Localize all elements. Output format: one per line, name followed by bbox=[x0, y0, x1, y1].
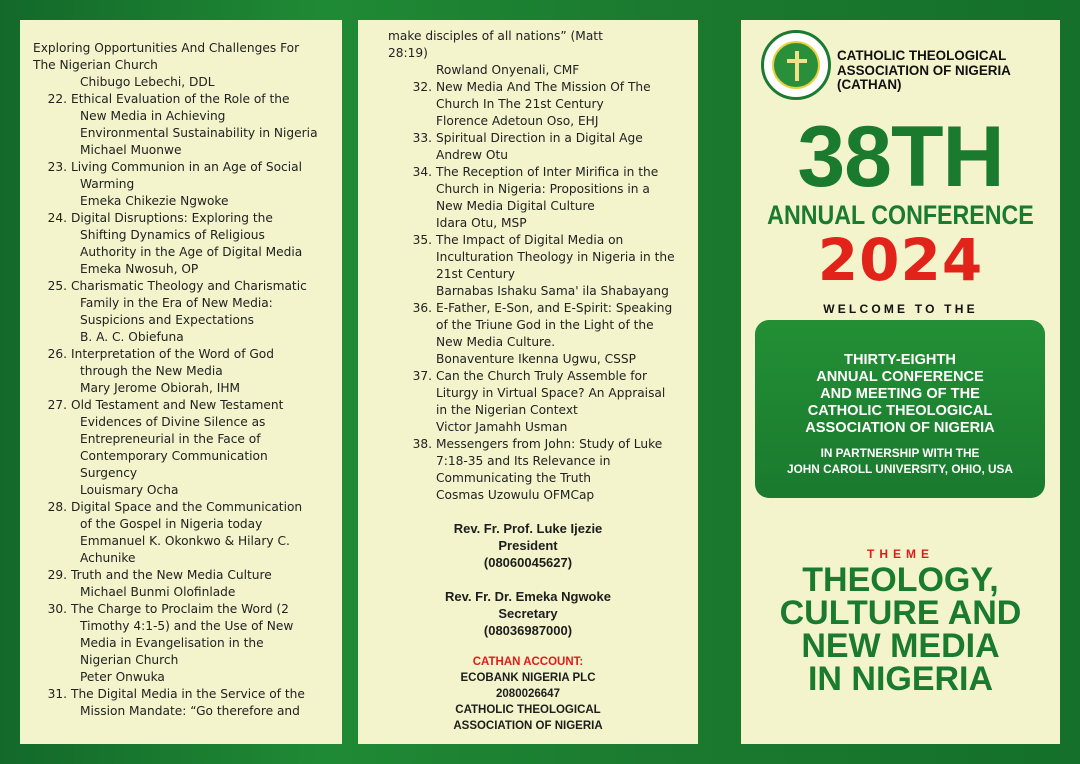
paper-title-line: of the Triune God in the Light of the bbox=[436, 318, 654, 332]
theme-line: CULTURE AND bbox=[779, 594, 1022, 632]
paper-author: Chibugo Lebechi, DDL bbox=[80, 75, 215, 89]
paper-number: 24. bbox=[47, 211, 67, 225]
banner-line: THIRTY-EIGHTH bbox=[844, 352, 956, 368]
cover-panel bbox=[741, 20, 1060, 744]
paper-title-line: Church in Nigeria: Propositions in a bbox=[436, 182, 650, 196]
paper-title-line: Surgency bbox=[80, 466, 138, 480]
paper-title-line: make disciples of all nations” (Matt bbox=[388, 29, 603, 43]
paper-number: 36. bbox=[412, 301, 432, 315]
paper-title-line: Family in the Era of New Media: bbox=[80, 296, 273, 310]
left-panel bbox=[20, 20, 342, 744]
paper-title-row bbox=[33, 346, 327, 363]
paper-title-line: Shifting Dynamics of Religious bbox=[80, 228, 265, 242]
paper-title-line: E-Father, E-Son, and E-Spirit: Speaking bbox=[436, 301, 673, 315]
annual-conference-heading: ANNUAL CONFERENCE bbox=[767, 200, 1034, 230]
paper-number: 23. bbox=[47, 160, 67, 174]
theme-line: THEOLOGY, bbox=[802, 561, 999, 599]
paper-entry bbox=[33, 397, 327, 499]
account-name-line1: CATHOLIC THEOLOGICAL bbox=[455, 704, 601, 716]
paper-title-line: Authority in the Age of Digital Media bbox=[80, 245, 303, 259]
banner-line: ASSOCIATION OF NIGERIA bbox=[805, 420, 995, 436]
paper-number: 30. bbox=[47, 602, 67, 616]
paper-title-line: Ethical Evaluation of the Role of the bbox=[71, 92, 290, 106]
banner-title bbox=[755, 352, 1045, 437]
partnership-text bbox=[755, 445, 1045, 477]
paper-title-line: Environmental Sustainability in Nigeria bbox=[80, 126, 318, 140]
paper-list bbox=[33, 40, 327, 720]
cross-emblem-icon bbox=[772, 41, 820, 89]
paper-title-row bbox=[388, 368, 684, 385]
paper-number: 27. bbox=[47, 398, 67, 412]
paper-author: Louismary Ocha bbox=[80, 483, 179, 497]
paper-entry bbox=[33, 210, 327, 278]
paper-title-line: Truth and the New Media Culture bbox=[71, 568, 272, 582]
paper-entry bbox=[33, 601, 327, 686]
paper-title-row bbox=[388, 436, 684, 453]
paper-title-line: Old Testament and New Testament bbox=[71, 398, 284, 412]
paper-title-row bbox=[33, 210, 327, 227]
middle-panel bbox=[358, 20, 698, 744]
paper-title-line: New Media in Achieving bbox=[80, 109, 226, 123]
paper-title-row bbox=[388, 164, 684, 181]
paper-entry bbox=[33, 278, 327, 346]
account-number: 2080026647 bbox=[496, 688, 560, 700]
paper-number: 34. bbox=[412, 165, 432, 179]
paper-author: Andrew Otu bbox=[436, 148, 508, 162]
paper-author: Cosmas Uzowulu OFMCap bbox=[436, 488, 595, 502]
paper-entry bbox=[388, 300, 684, 368]
paper-title-line: Mission Mandate: “Go therefore and bbox=[80, 704, 300, 718]
paper-title-line: The Charge to Proclaim the Word (2 bbox=[71, 602, 289, 616]
paper-title-row bbox=[388, 232, 684, 249]
paper-title-line: The Digital Media in the Service of the bbox=[71, 687, 305, 701]
paper-entry bbox=[388, 130, 684, 164]
paper-title-line: The Reception of Inter Mirifica in the bbox=[436, 165, 659, 179]
paper-title-line: Entrepreneurial in the Face of bbox=[80, 432, 261, 446]
paper-title-line: Interpretation of the Word of God bbox=[71, 347, 275, 361]
paper-number: 25. bbox=[47, 279, 67, 293]
paper-title-line: Inculturation Theology in Nigeria in the bbox=[436, 250, 675, 264]
theme-title bbox=[741, 561, 1060, 698]
paper-title-line: 28:19) bbox=[388, 46, 428, 60]
paper-author: Mary Jerome Obiorah, IHM bbox=[80, 381, 241, 395]
account-title: CATHAN ACCOUNT: bbox=[472, 656, 584, 668]
paper-title-line: through the New Media bbox=[80, 364, 223, 378]
paper-title-line: 7:18-35 and Its Relevance in bbox=[436, 454, 611, 468]
paper-number: 31. bbox=[47, 687, 67, 701]
paper-author: Peter Onwuka bbox=[80, 670, 165, 684]
org-name-line1: CATHOLIC THEOLOGICAL bbox=[837, 48, 1007, 63]
paper-title-row bbox=[33, 397, 327, 414]
paper-author: Florence Adetoun Oso, EHJ bbox=[436, 114, 599, 128]
paper-title-line: Charismatic Theology and Charismatic bbox=[71, 279, 307, 293]
paper-number: 38. bbox=[412, 437, 432, 451]
org-acronym: (CATHAN) bbox=[837, 77, 902, 92]
paper-title-line: Digital Disruptions: Exploring the bbox=[71, 211, 273, 225]
paper-author: Michael Bunmi Olofinlade bbox=[80, 585, 236, 599]
paper-number: 28. bbox=[47, 500, 67, 514]
partnership-line: IN PARTNERSHIP WITH THE bbox=[820, 446, 980, 460]
edition-heading: 38TH bbox=[797, 109, 1004, 205]
paper-title-row bbox=[33, 159, 327, 176]
paper-title-line: Contemporary Communication bbox=[80, 449, 268, 463]
banner-line: ANNUAL CONFERENCE bbox=[816, 369, 984, 385]
paper-entry bbox=[388, 79, 684, 130]
paper-author: Barnabas Ishaku Sama' ila Shabayang bbox=[436, 284, 669, 298]
paper-entry bbox=[33, 686, 327, 720]
paper-title-line: The Impact of Digital Media on bbox=[436, 233, 624, 247]
paper-title-line: of the Gospel in Nigeria today bbox=[80, 517, 263, 531]
account-name-line2: ASSOCIATION OF NIGERIA bbox=[453, 720, 603, 732]
paper-title-line: Liturgy in Virtual Space? An Appraisal bbox=[436, 386, 666, 400]
president-phone: (08060045627) bbox=[483, 555, 573, 570]
paper-title-row bbox=[33, 686, 327, 703]
paper-author: Bonaventure Ikenna Ugwu, CSSP bbox=[436, 352, 636, 366]
paper-number: 29. bbox=[47, 568, 67, 582]
paper-author: Michael Muonwe bbox=[80, 143, 182, 157]
partnership-line: JOHN CAROLL UNIVERSITY, OHIO, USA bbox=[787, 462, 1013, 476]
paper-entry bbox=[33, 91, 327, 159]
paper-entry bbox=[388, 436, 684, 504]
paper-number: 37. bbox=[412, 369, 432, 383]
paper-entry bbox=[33, 567, 327, 601]
secretary-phone: (08036987000) bbox=[483, 623, 573, 638]
paper-author: Emmanuel K. Okonkwo & Hilary C. bbox=[80, 534, 290, 548]
paper-entry bbox=[33, 346, 327, 397]
paper-title-line: Spiritual Direction in a Digital Age bbox=[436, 131, 643, 145]
paper-number: 26. bbox=[47, 347, 67, 361]
paper-author: Achunike bbox=[80, 551, 136, 565]
paper-list bbox=[388, 28, 684, 504]
paper-entry bbox=[388, 232, 684, 300]
paper-entry bbox=[33, 499, 327, 567]
paper-title-line: New Media Culture. bbox=[436, 335, 556, 349]
conference-banner bbox=[755, 320, 1045, 498]
theme-label: THEME bbox=[867, 547, 934, 561]
paper-title-line: Messengers from John: Study of Luke bbox=[436, 437, 663, 451]
paper-title-line: Warming bbox=[80, 177, 135, 191]
paper-author: Victor Jamahh Usman bbox=[436, 420, 568, 434]
org-name-line2: ASSOCIATION OF NIGERIA bbox=[837, 62, 1011, 78]
paper-number: 33. bbox=[412, 131, 432, 145]
paper-title-line: Living Communion in an Age of Social bbox=[71, 160, 302, 174]
account-info bbox=[358, 654, 698, 734]
paper-entry bbox=[33, 159, 327, 210]
paper-title-line: New Media Digital Culture bbox=[436, 199, 595, 213]
theme-line: NEW MEDIA bbox=[801, 627, 1000, 665]
paper-title-line: Church In The 21st Century bbox=[436, 97, 604, 111]
paper-number: 32. bbox=[412, 80, 432, 94]
paper-title-line: Exploring Opportunities And Challenges For bbox=[33, 41, 300, 55]
paper-author: Idara Otu, MSP bbox=[436, 216, 527, 230]
organization-name bbox=[837, 49, 1052, 93]
paper-title-row bbox=[33, 499, 327, 516]
secretary-name: Rev. Fr. Dr. Emeka Ngwoke bbox=[445, 589, 611, 604]
paper-title-line: 21st Century bbox=[436, 267, 515, 281]
paper-title-row bbox=[33, 278, 327, 295]
paper-title-row bbox=[388, 79, 684, 96]
president-info bbox=[358, 520, 698, 571]
paper-title-line: The Nigerian Church bbox=[33, 58, 158, 72]
paper-title-line: in the Nigerian Context bbox=[436, 403, 578, 417]
paper-author: B. A. C. Obiefuna bbox=[80, 330, 184, 344]
paper-title-line: Suspicions and Expectations bbox=[80, 313, 255, 327]
paper-author: Emeka Chikezie Ngwoke bbox=[80, 194, 229, 208]
paper-title-row bbox=[33, 91, 327, 108]
welcome-text: WELCOME TO THE bbox=[823, 302, 978, 316]
theme-line: IN NIGERIA bbox=[807, 660, 994, 698]
paper-title-row bbox=[388, 130, 684, 147]
cathan-logo bbox=[761, 30, 831, 100]
paper-title-line: Communicating the Truth bbox=[436, 471, 591, 485]
paper-title-line: Media in Evangelisation in the bbox=[80, 636, 264, 650]
banner-line: AND MEETING OF THE bbox=[820, 386, 980, 402]
banner-line: CATHOLIC THEOLOGICAL bbox=[807, 403, 993, 419]
paper-title-line: Timothy 4:1-5) and the Use of New bbox=[80, 619, 294, 633]
paper-title-row bbox=[33, 567, 327, 584]
paper-title-line: Digital Space and the Communication bbox=[71, 500, 303, 514]
paper-title-line: Can the Church Truly Assemble for bbox=[436, 369, 647, 383]
paper-number: 35. bbox=[412, 233, 432, 247]
year-heading: 2024 bbox=[817, 226, 984, 294]
president-title: President bbox=[498, 538, 558, 553]
president-name: Rev. Fr. Prof. Luke Ijezie bbox=[453, 521, 603, 536]
paper-title-line: Evidences of Divine Silence as bbox=[80, 415, 266, 429]
paper-author: Emeka Nwosuh, OP bbox=[80, 262, 199, 276]
bank-name: ECOBANK NIGERIA PLC bbox=[460, 672, 596, 684]
paper-entry bbox=[388, 368, 684, 436]
paper-title-line: New Media And The Mission Of The bbox=[436, 80, 651, 94]
paper-title-row bbox=[388, 300, 684, 317]
paper-number: 22. bbox=[47, 92, 67, 106]
secretary-title: Secretary bbox=[498, 606, 558, 621]
paper-title-line: Nigerian Church bbox=[80, 653, 179, 667]
paper-author: Rowland Onyenali, CMF bbox=[436, 63, 580, 77]
paper-entry bbox=[388, 164, 684, 232]
paper-title-row bbox=[33, 601, 327, 618]
secretary-info bbox=[358, 588, 698, 639]
